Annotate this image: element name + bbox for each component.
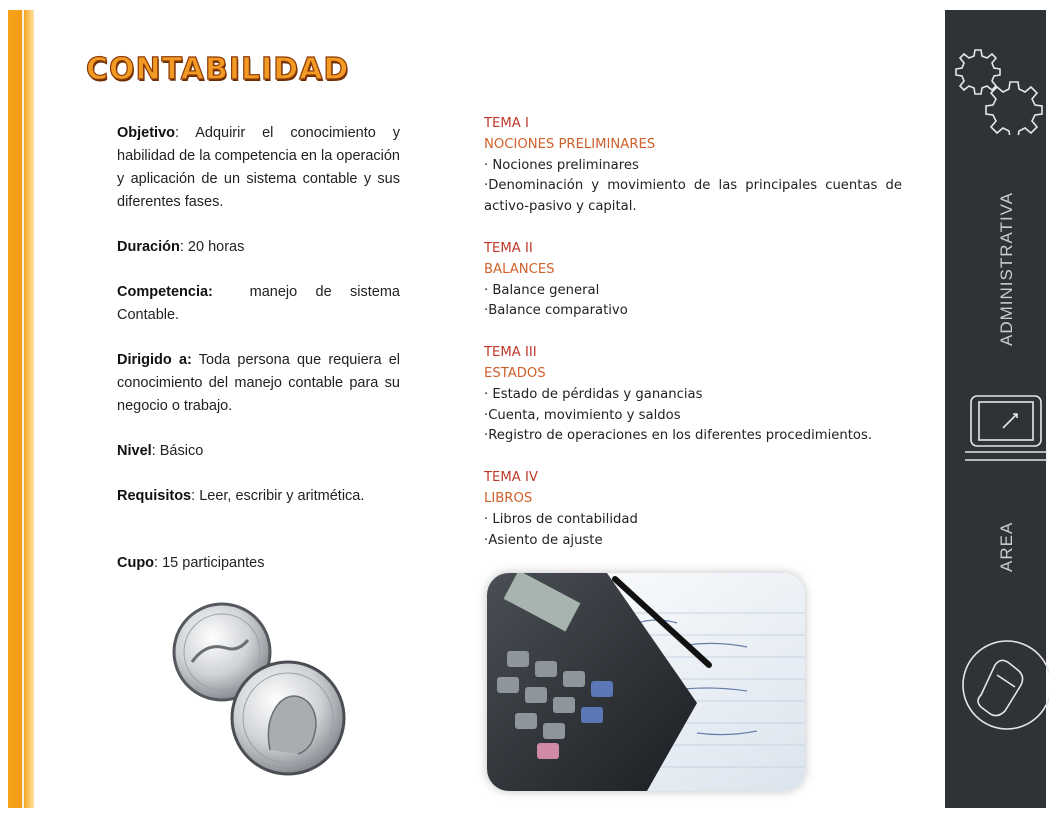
dirigido-paragraph	[117, 349, 400, 418]
nivel-label: Nivel	[117, 443, 152, 459]
laptop-icon	[963, 390, 1047, 465]
cupo-label: Cupo	[117, 555, 155, 571]
duracion-text: 20 horas	[187, 239, 245, 255]
cupo-paragraph: Cupo: 15 participantes	[117, 555, 265, 571]
objetivo-label: Objetivo	[117, 125, 176, 141]
right-sidebar	[945, 10, 1046, 808]
topic-number: TEMA I	[484, 116, 529, 131]
topic-item: ·Cuenta, movimiento y saldos	[484, 407, 681, 423]
objetivo-text: Adquirir el conocimiento y habilidad de la competencia en la operación y aplicación de un sistema contable y sus diferentes fases.	[117, 125, 400, 210]
requisitos-text: Leer, escribir y aritmética.	[199, 488, 365, 504]
sidebar-label-area: AREA	[997, 521, 1016, 572]
calculator-accounting-photo	[487, 573, 805, 791]
topic-number: TEMA II	[484, 240, 533, 256]
topic-heading: LIBROS	[484, 490, 533, 506]
topic-number: TEMA IV	[484, 470, 538, 486]
topic-number: TEMA III	[484, 345, 537, 361]
topic-item: · Libros de contabilidad	[484, 511, 638, 527]
topic-item: ·Asiento de ajuste	[484, 532, 603, 548]
course-info	[117, 122, 400, 597]
topic-heading: NOCIONES PRELIMINARES	[484, 136, 656, 152]
dirigido-text: Toda persona que requiera el conocimiento del manejo contable para su negocio o trabajo.	[117, 352, 400, 414]
duracion-label: Duración	[117, 239, 180, 255]
competencia-text: manejo de sistema Contable.	[117, 284, 400, 323]
topic-item: ·Registro de operaciones en los diferentes procedimientos.	[484, 428, 873, 444]
nivel-paragraph: Nivel: Básico	[117, 443, 204, 459]
left-decorative-strip	[8, 10, 34, 808]
mouse-icon	[959, 635, 1049, 735]
competencia-paragraph	[117, 281, 400, 327]
topic-item: · Balance general	[484, 282, 600, 298]
topic-item: · Estado de pérdidas y ganancias	[484, 386, 703, 402]
topic-item: ·Denominación y movimiento de las principales cuentas de activo-pasivo y capital.	[484, 178, 902, 215]
nivel-text: Básico	[159, 443, 204, 459]
requisitos-paragraph: Requisitos: Leer, escribir y aritmética.	[117, 488, 365, 504]
competencia-label: Competencia:	[117, 284, 213, 300]
topic-heading: ESTADOS	[484, 365, 546, 381]
objetivo-paragraph: Objetivo: Adquirir el conocimiento y habilidad de la competencia en la operación y aplicación de un sistema contable y sus diferentes fases.	[117, 125, 400, 210]
page-title: CONTABILIDAD	[86, 52, 350, 87]
topic-1	[484, 114, 902, 218]
topic-item: · Nociones preliminares	[484, 157, 639, 173]
topic-2	[484, 239, 902, 322]
cupo-text: 15 participantes	[162, 555, 265, 571]
topic-3	[484, 343, 902, 447]
topic-item: ·Balance comparativo	[484, 303, 628, 319]
sidebar-label-administrativa: ADMINISTRATIVA	[997, 191, 1016, 346]
requisitos-label: Requisitos	[117, 488, 192, 504]
gears-icon	[955, 40, 1047, 135]
topic-heading: BALANCES	[484, 261, 555, 277]
duracion-paragraph: Duración: 20 horas	[117, 239, 245, 255]
topic-4	[484, 468, 902, 551]
topics-list	[484, 114, 902, 572]
dirigido-label: Dirigido a:	[117, 352, 192, 368]
coins-image	[170, 600, 350, 785]
